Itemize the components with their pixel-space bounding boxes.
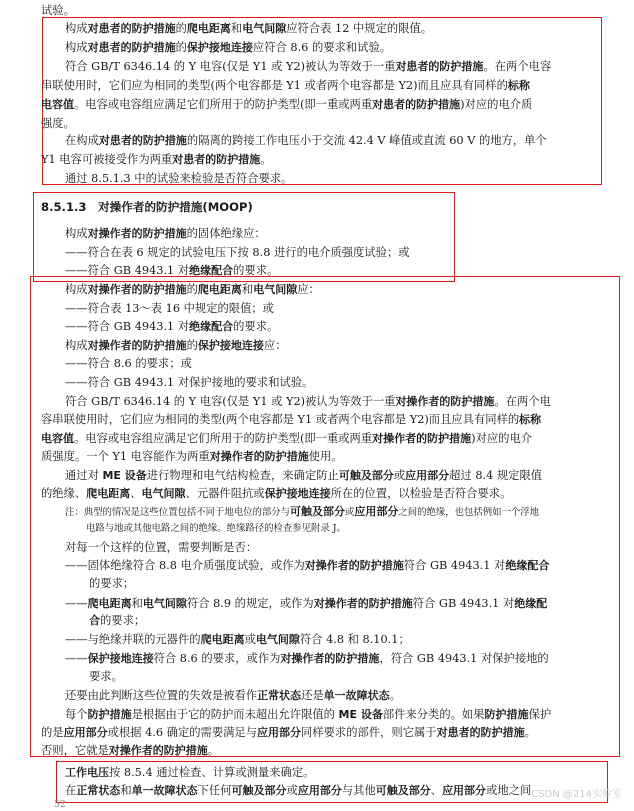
defined-term: 对操作者的防护措施 — [87, 227, 187, 240]
defined-term: 爬电距离 — [197, 283, 242, 296]
text-run: 的 — [175, 41, 187, 54]
text-run: 还是 — [301, 689, 324, 702]
watermark: CSDN @214实验室 — [531, 789, 622, 800]
text-run: 应符合 8.6 的要求和试验。 — [252, 41, 392, 54]
text-run: 和 — [131, 597, 143, 610]
list-item — [65, 376, 313, 390]
defined-term: 电气间隙 — [242, 22, 287, 35]
text-run: 或地之间 — [486, 784, 532, 797]
defined-term: 应用部分 — [257, 726, 302, 739]
defined-term: 对患者的防护措施 — [436, 726, 525, 739]
text-run: ——固体绝缘符合 8.8 电介质强度试验，或作为 — [65, 559, 305, 572]
defined-term: 爬电距离 — [200, 633, 245, 646]
defined-term: 对操作者的防护措施 — [87, 339, 187, 352]
defined-term: ME 设备 — [102, 469, 147, 482]
text-run: ——符合 GB 4943.1 对保护接地的要求和试验。 — [65, 376, 314, 389]
text-run: ——符合 GB 4943.1 对 — [65, 320, 190, 333]
text-run: 。电容或电容组应满足它们所用于的防护类型(即一重或两重 — [74, 98, 373, 111]
defined-term: 对操作者的防护措施 — [209, 450, 309, 463]
list-item — [65, 633, 410, 647]
text-run: 的 — [186, 283, 198, 296]
defined-term: 正常状态 — [257, 689, 302, 702]
defined-term: 标称 — [507, 79, 530, 92]
defined-term: 保护接地连接 — [87, 652, 154, 665]
text-run: 对每一个这样的位置，需要判断是否： — [65, 541, 258, 554]
text-run: )对应的电介 — [471, 432, 533, 445]
text-run: 强度。 — [41, 117, 75, 130]
text-line — [65, 22, 432, 36]
text-run: 注：典型的情况是这些位置包括不同于地电位的部分与 — [65, 507, 291, 518]
text-line — [65, 41, 391, 55]
text-run: 构成 — [65, 283, 88, 296]
text-line — [65, 227, 266, 241]
defined-term: 对患者的防护措施 — [172, 153, 261, 166]
text-line — [41, 487, 511, 501]
text-run: 和 — [230, 22, 243, 35]
text-line — [65, 395, 551, 409]
text-run: 的要求； — [89, 577, 135, 590]
text-line — [65, 172, 292, 186]
text-run: 。 — [524, 726, 536, 739]
text-run: 要求。 — [89, 670, 123, 683]
text-run: 的是 — [41, 726, 64, 739]
list-item — [89, 670, 123, 684]
list-item — [65, 357, 192, 371]
defined-term: 电气间隙 — [142, 597, 187, 610]
text-run: 应符合表 12 中规定的限值。 — [286, 22, 433, 35]
defined-term: 合 — [89, 614, 100, 627]
text-run: 应： — [263, 339, 287, 352]
text-run: 52 — [54, 799, 66, 810]
text-run: 。 — [207, 744, 220, 757]
defined-term: 对操作者的防护措施 — [87, 283, 187, 296]
text-run: 在构成 — [65, 134, 99, 147]
text-line — [41, 432, 532, 446]
defined-term: 绝缘配 — [514, 597, 548, 610]
defined-term: 爬电距离 — [186, 22, 231, 35]
note-line — [86, 523, 346, 535]
text-run: )对应的电介质 — [460, 98, 533, 111]
text-run: 、 — [430, 784, 443, 797]
text-line — [41, 79, 530, 93]
text-run: 在 — [65, 784, 77, 797]
text-line — [41, 98, 532, 112]
text-run: 符合 GB/T 6346.14 的 Y 电容(仅是 Y1 或 Y2)被认为等效于一重 — [65, 60, 396, 73]
text-run: 或 — [393, 469, 406, 482]
defined-term: 爬电距离 — [86, 487, 131, 500]
defined-term: 可触及部分 — [338, 469, 394, 482]
defined-term: 对操作者的防护措施 — [372, 432, 472, 445]
defined-term: 防护措施 — [87, 708, 132, 721]
defined-term: 绝缘配合 — [505, 559, 550, 572]
text-line — [65, 784, 531, 798]
text-run: 和 — [241, 283, 254, 296]
defined-term: 对患者的防护措施 — [372, 98, 461, 111]
text-run: ——符合 8.6 的要求；或 — [65, 357, 192, 370]
defined-term: 保护接地连接 — [197, 339, 264, 352]
text-run: 是根据由于它的防护而未超出允许限值的 — [131, 708, 339, 721]
text-run: 超过 8.4 规定限值 — [449, 469, 543, 482]
text-run: 。 — [389, 689, 401, 702]
text-run: 。电容或电容组应满足它们所用于的防护类型(即一重或两重 — [74, 432, 373, 445]
text-run: 保护 — [528, 708, 552, 721]
text-run: 的要求； — [100, 614, 146, 627]
text-run: 电路与地或其他电路之间的绝缘。绝缘路径的检查参见附录 J。 — [86, 523, 346, 534]
text-line — [41, 450, 343, 464]
defined-term: 对操作者的防护措施 — [108, 744, 208, 757]
section-heading — [41, 200, 253, 214]
text-run: 否则，它就是 — [41, 744, 109, 757]
defined-term: 电气间隙 — [141, 487, 186, 500]
text-line — [65, 134, 547, 148]
text-run: 或 — [345, 507, 355, 518]
text-run: 与其他 — [341, 784, 376, 797]
text-run: 符合 GB/T 6346.14 的 Y 电容(仅是 Y1 或 Y2)被认为等效于一重 — [65, 395, 396, 408]
defined-term: 绝缘配合 — [189, 264, 234, 277]
text-run: 按 8.5.4 通过检查、计算或测量来确定。 — [109, 766, 315, 779]
text-line — [65, 689, 401, 703]
text-run: 、 — [130, 487, 142, 500]
text-run: 试验。 — [41, 4, 75, 17]
defined-term: 单一故障状态 — [131, 784, 198, 797]
defined-term: 可触及部分 — [290, 505, 346, 518]
defined-term: 对患者的防护措施 — [98, 134, 187, 147]
defined-term: 爬电距离 — [87, 597, 132, 610]
text-run: 的隔离的跨接工作电压小于交流 42.4 V 峰值或直流 60 V 的地方，单个 — [186, 134, 547, 147]
defined-term: 标称 — [519, 413, 542, 426]
text-run: 构成 — [65, 41, 88, 54]
text-line — [65, 339, 287, 353]
text-line — [65, 541, 257, 555]
text-line — [41, 726, 536, 740]
text-run: 串联使用时，它们应为相同的类型(两个电容都是 Y1 或者两个电容都是 Y2)而且应具有同样的 — [41, 79, 508, 92]
defined-term: 正常状态 — [76, 784, 121, 797]
defined-term: 应用部分 — [354, 505, 399, 518]
defined-term: 保护接地连接 — [264, 487, 331, 500]
text-line — [65, 708, 551, 722]
text-run: 或根据 4.6 确定的需要满足与 — [107, 726, 258, 739]
text-run: 质强度。一个 Y1 电容能作为两重 — [41, 450, 210, 463]
text-line — [65, 283, 320, 297]
text-run: 。在两个电 — [494, 395, 551, 408]
text-line — [41, 413, 541, 427]
text-run: Y1 电容可被接受作为两重 — [41, 153, 173, 166]
text-run: 或 — [244, 633, 256, 646]
text-run: 和 — [120, 784, 132, 797]
list-item — [89, 614, 145, 628]
text-run: —— — [65, 652, 88, 665]
text-run: 的绝缘、 — [41, 487, 87, 500]
text-line — [41, 117, 75, 131]
defined-term: 保护接地连接 — [186, 41, 253, 54]
list-item — [65, 559, 549, 573]
text-run: 、元器件阻抗或 — [185, 487, 265, 500]
text-run: 使用。 — [308, 450, 343, 463]
defined-term: 对操作者的防护措施 — [313, 597, 413, 610]
defined-term: 对操作者的防护措施 — [395, 395, 495, 408]
text-run: 或 — [286, 784, 298, 797]
text-run: 每个 — [65, 708, 88, 721]
page-number — [54, 799, 66, 811]
text-line — [41, 744, 219, 758]
defined-term: 可触及部分 — [231, 784, 287, 797]
text-run: ——与绝缘并联的元器件的 — [65, 633, 201, 646]
defined-term: 应用部分 — [442, 784, 487, 797]
text-run: 之间的绝缘，也包括例如一个浮地 — [398, 507, 540, 518]
defined-term: 电容值 — [41, 432, 74, 445]
text-run: 符合 GB 4943.1 对 — [412, 597, 515, 610]
text-run: ——符合 GB 4943.1 对 — [65, 264, 190, 277]
text-run: 符合 GB 4943.1 对 — [403, 559, 506, 572]
text-line — [65, 60, 551, 74]
defined-term: 可触及部分 — [375, 784, 431, 797]
text-run: 应： — [297, 283, 320, 296]
list-item — [65, 597, 547, 611]
text-run: 符合 8.6 的要求，或作为 — [153, 652, 281, 665]
text-run: 通过 8.5.1.3 中的试验来检验是否符合要求。 — [65, 172, 293, 185]
text-run: 符合 8.9 的规定，或作为 — [186, 597, 314, 610]
defined-term: 电容值 — [41, 98, 74, 111]
text-line — [65, 469, 542, 483]
text-run: 容串联使用时，它们应为相同的类型(两个电容都是 Y1 或者两个电容都是 Y2)而且应具有同样的 — [41, 413, 520, 426]
text-run: 还要由此判断这些位置的失效是被看作 — [65, 689, 258, 702]
text-run: 通过对 — [65, 469, 103, 482]
text-line — [41, 4, 75, 18]
text-run: ——符合表 13～表 16 中规定的限值；或 — [65, 302, 274, 315]
text-run: 的 — [186, 339, 198, 352]
note-line — [65, 506, 539, 519]
text-run: 同样要求的部件，则它属于 — [301, 726, 437, 739]
defined-term: 防护措施 — [484, 708, 529, 721]
text-run: 。在两个电容 — [483, 60, 552, 73]
list-item — [65, 652, 549, 666]
text-line — [65, 766, 314, 780]
text-run: —— — [65, 597, 88, 610]
defined-term: 应用部分 — [297, 784, 342, 797]
defined-term: 电气间隙 — [253, 283, 298, 296]
text-run: 8.5.1.3 对操作者的防护措施(MOOP) — [41, 200, 253, 214]
text-run: 的固体绝缘应： — [186, 227, 266, 240]
defined-term: 对患者的防护措施 — [87, 41, 176, 54]
text-run: 符合 4.8 和 8.10.1； — [299, 633, 410, 646]
defined-term: 应用部分 — [63, 726, 108, 739]
text-run: 所在的位置，以检验是否符合要求。 — [330, 487, 512, 500]
text-run: 的要求。 — [233, 264, 279, 277]
defined-term: 对操作者的防护措施 — [304, 559, 404, 572]
text-run: 的要求。 — [233, 320, 279, 333]
text-line — [41, 153, 272, 167]
text-run: 构成 — [65, 22, 88, 35]
list-item — [65, 246, 410, 260]
list-item — [65, 320, 278, 334]
defined-term: 单一故障状态 — [323, 689, 390, 702]
text-run: 进行物理和电气结构检查，来确定防止 — [146, 469, 339, 482]
text-run: 。 — [260, 153, 272, 166]
list-item — [89, 577, 134, 591]
text-run: ——符合在表 6 规定的试验电压下按 8.8 进行的电介质强度试验；或 — [65, 246, 410, 259]
text-run: 构成 — [65, 339, 88, 352]
text-run: 的 — [175, 22, 187, 35]
defined-term: 应用部分 — [405, 469, 450, 482]
defined-term: 工作电压 — [65, 766, 109, 779]
defined-term: 绝缘配合 — [189, 320, 234, 333]
list-item — [65, 302, 274, 316]
defined-term: 对患者的防护措施 — [395, 60, 484, 73]
defined-term: ME 设备 — [338, 708, 383, 721]
text-run: ，符合 GB 4943.1 对保护接地的 — [379, 652, 549, 665]
defined-term: 对操作者的防护措施 — [280, 652, 380, 665]
text-run: 构成 — [65, 227, 88, 240]
text-run: 部件来分类的。如果 — [382, 708, 485, 721]
defined-term: 电气间隙 — [255, 633, 300, 646]
text-run: 下任何 — [197, 784, 232, 797]
defined-term: 对患者的防护措施 — [87, 22, 176, 35]
list-item — [65, 264, 278, 278]
